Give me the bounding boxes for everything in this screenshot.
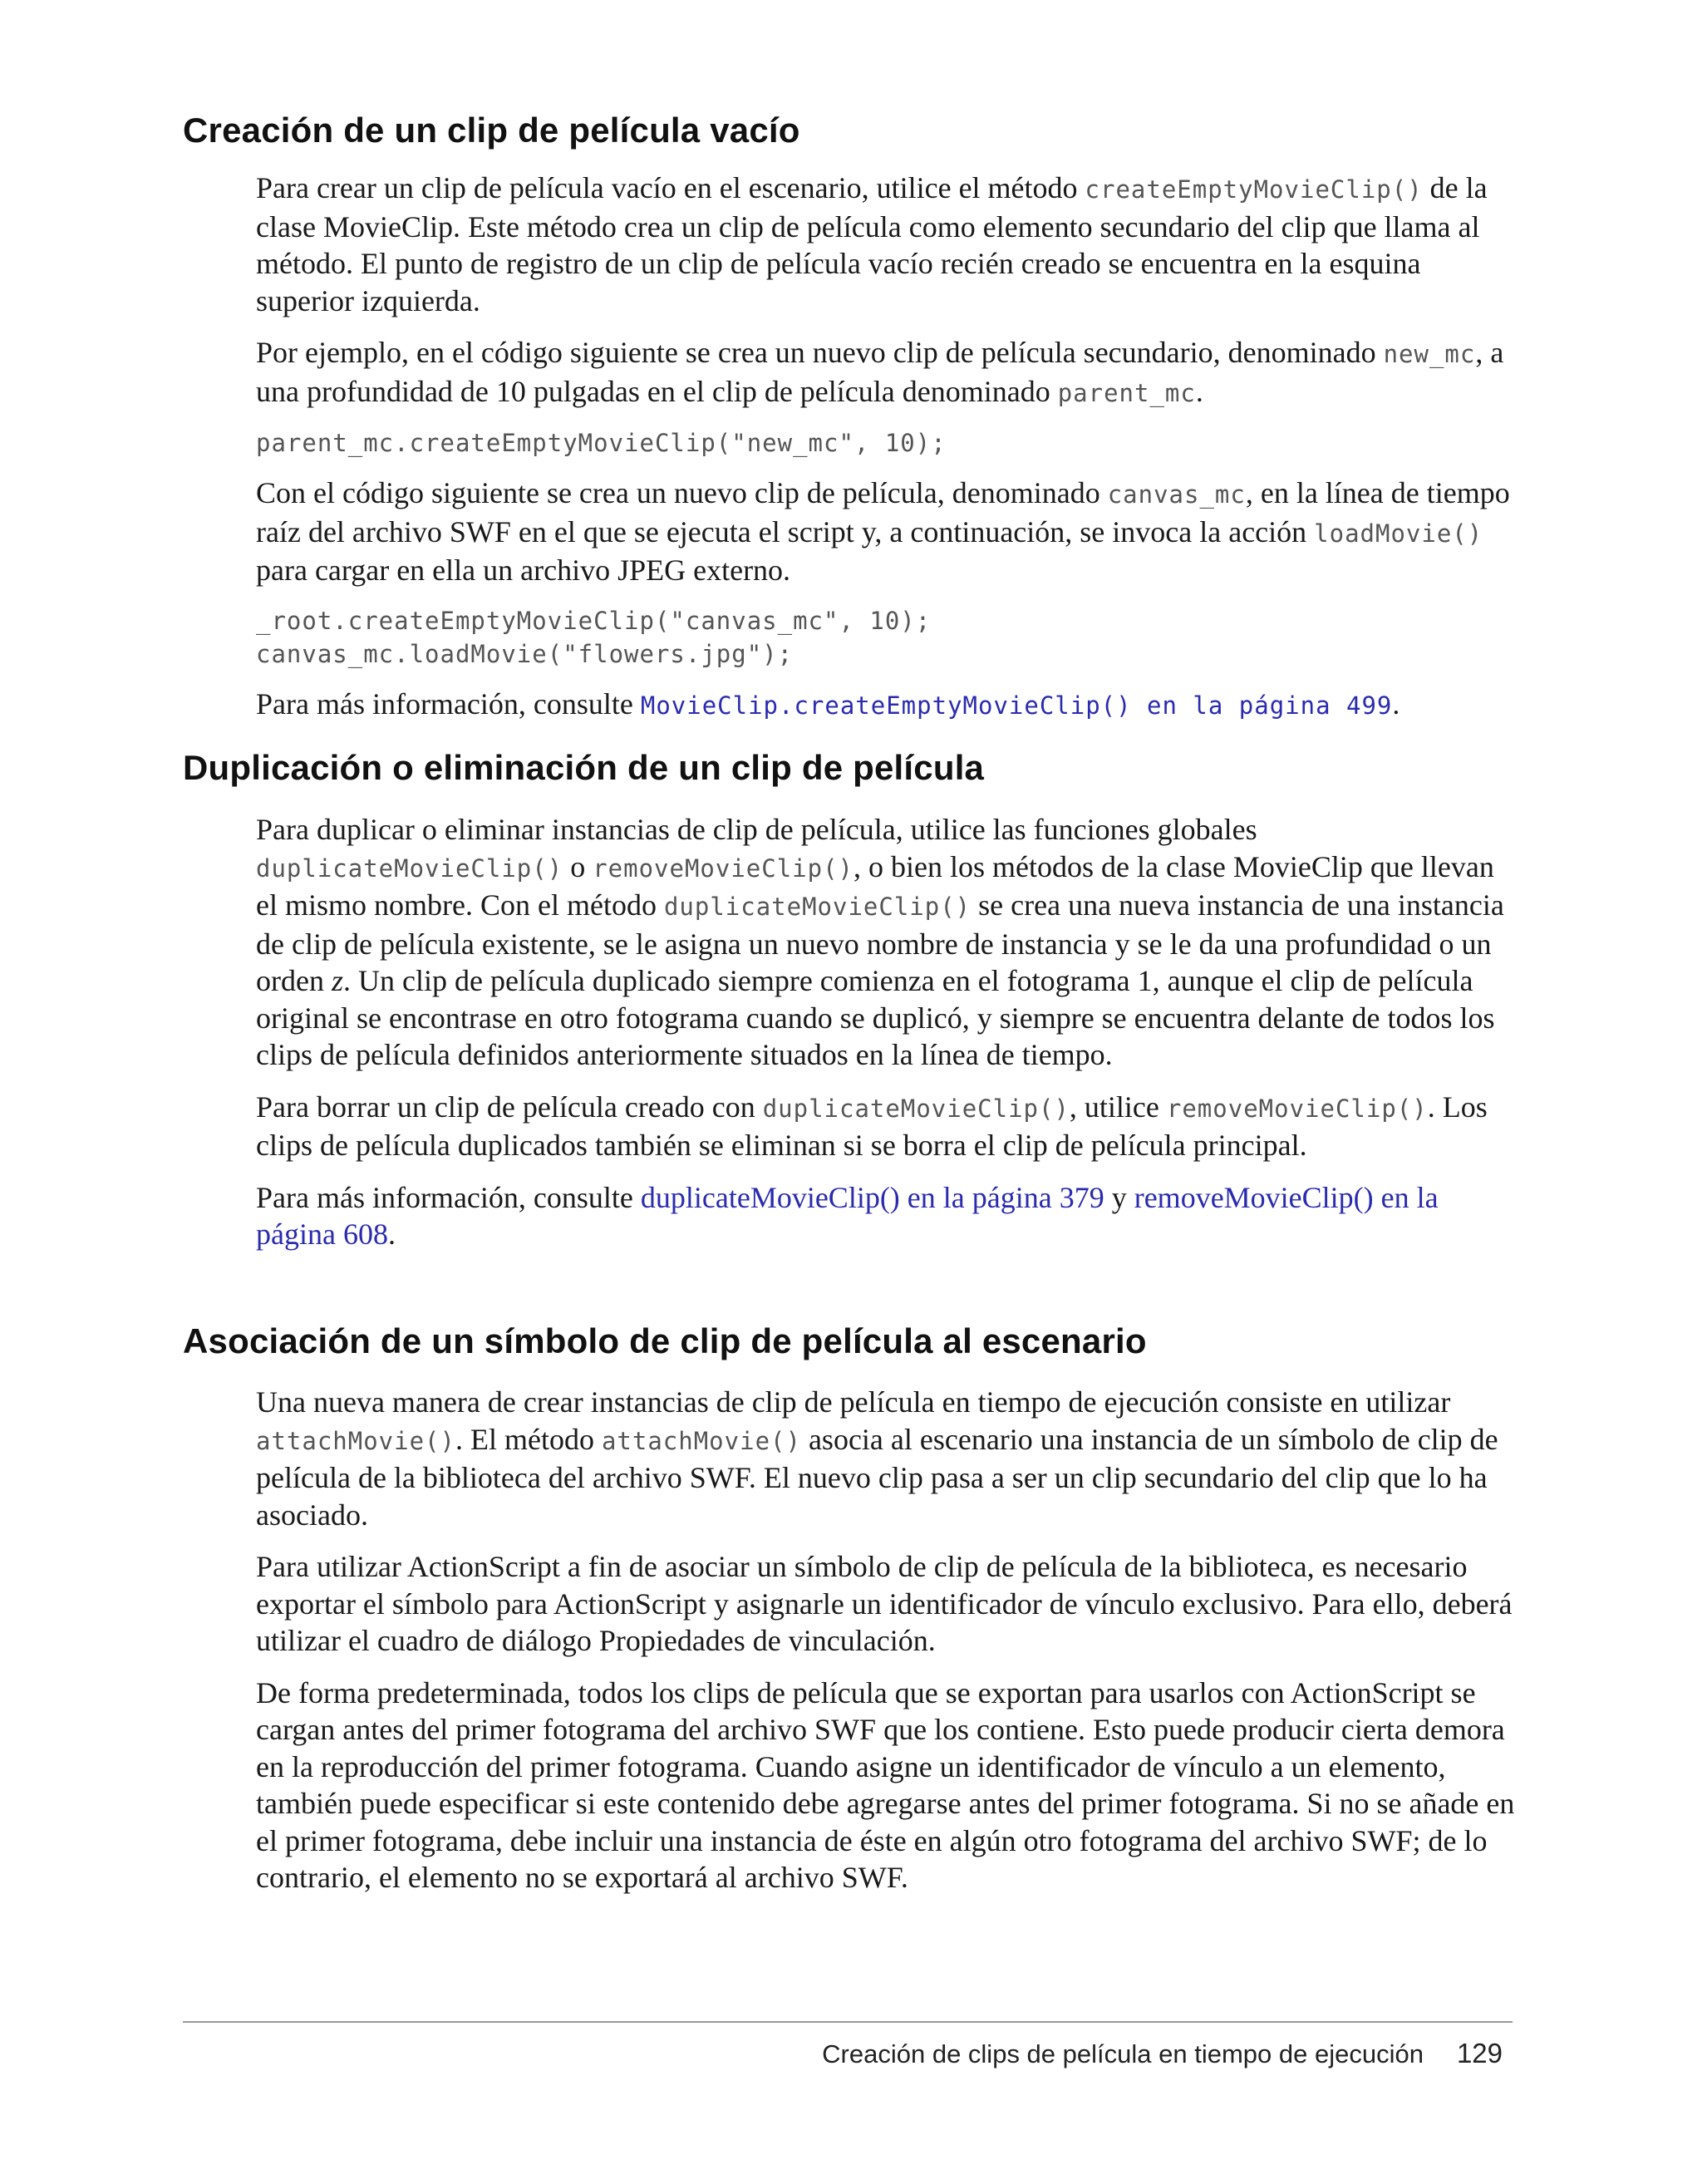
paragraph: De forma predeterminada, todos los clips de película que se exportan para usarlos con ActionScript se cargan antes del primer fotograma del archivo SWF que los contiene. Esto puede producir cierta demora en la reproducción del primer fotograma. Cuando asigne un identificador de vínculo a un elemento, también puede especificar si este contenido debe agregarse antes del primer fotograma. Si no se añade en el primer fotograma, debe incluir una instancia de éste en algún otro fotograma del archivo SWF; de lo contrario, el elemento no se exportará al archivo SWF. — [256, 1675, 1515, 1894]
section-heading-create-empty-clip: Creación de un clip de película vacío — [183, 111, 800, 150]
text-run: . — [1392, 686, 1400, 721]
italic-text: z — [331, 964, 343, 997]
paragraph — [256, 170, 1515, 319]
link-code-text: MovieClip.createEmptyMovieClip() en la página 499 — [640, 691, 1393, 720]
text-run: . — [387, 1217, 396, 1251]
text-run: Para más información, consulte — [256, 686, 641, 721]
text-run: Para duplicar o eliminar instancias de clip de película, utilice las funciones globales — [256, 813, 1257, 846]
section-heading-duplicate-remove-clip: Duplicación o eliminación de un clip de película — [183, 748, 985, 787]
text-run: Con el código siguiente se crea un nuevo clip de película, denominado — [256, 476, 1108, 509]
text-run: , utilice — [1069, 1090, 1167, 1124]
text-run: , en la línea de tiempo raíz del archivo SWF en el que se ejecuta el script y, a continuación, se invoca la acción — [256, 476, 1510, 548]
page-number: 129 — [1456, 2038, 1503, 2068]
section-heading-attach-symbol: Asociación de un símbolo de clip de película al escenario — [183, 1321, 1147, 1360]
code-block: _root.createEmptyMovieClip("canvas_mc", 10); canvas_mc.loadMovie("flowers.jpg"); — [256, 606, 932, 668]
paragraph — [256, 1089, 1515, 1164]
page-footer — [822, 2038, 1503, 2069]
text-run: o — [563, 849, 593, 883]
cross-reference-link[interactable] — [641, 687, 1393, 721]
cross-reference-link[interactable]: removeMovieClip() en la página 608 — [256, 1180, 1439, 1251]
paragraph: Para utilizar ActionScript a fin de asociar un símbolo de clip de película de la biblioteca, es necesario exportar el símbolo para ActionScript y asignarle un identificador de vínculo exclusivo. Para ello, deberá utilizar el cuadro de diálogo Propiedades de vinculación. — [256, 1550, 1513, 1657]
text-run: asocia al escenario una instancia de un símbolo de clip de película de la biblioteca del archivo SWF. El nuevo clip pasa a ser un clip secundario del clip que lo ha asociado. — [256, 1422, 1498, 1532]
paragraph — [256, 811, 1515, 1074]
section-body-duplicate-remove-clip — [256, 811, 1515, 1268]
text-run: , a una profundidad de 10 pulgadas en el clip de película denominado — [256, 336, 1504, 408]
paragraph — [256, 1179, 1515, 1253]
text-run: . El método — [455, 1422, 602, 1456]
paragraph — [256, 1384, 1515, 1533]
inline-code: removeMovieClip() — [593, 853, 854, 883]
text-run: . — [1195, 374, 1203, 408]
text-run: Para crear un clip de película vacío en el escenario, utilice el método — [256, 171, 1085, 204]
code-block: parent_mc.createEmptyMovieClip("new_mc", 10); — [256, 429, 947, 457]
inline-code: attachMovie() — [601, 1426, 801, 1455]
paragraph — [256, 686, 1515, 725]
inline-code: attachMovie() — [256, 1426, 455, 1455]
section-body-create-empty-clip — [256, 170, 1515, 739]
text-run: , o bien los métodos de la clase MovieClip que llevan el mismo nombre. Con el método — [256, 849, 1494, 922]
text-run: se crea una nueva instancia de una instancia de clip de película existente, se le asigna un nuevo nombre de instancia y se le da una profundidad o un orden — [256, 888, 1504, 997]
paragraph — [256, 334, 1515, 411]
section-body-attach-symbol — [256, 1384, 1515, 1911]
text-run: Por ejemplo, en el código siguiente se crea un nuevo clip de película secundario, denominado — [256, 336, 1384, 369]
footer-divider — [183, 2021, 1513, 2023]
text-run: para cargar en ella un archivo JPEG externo. — [256, 553, 791, 587]
inline-code: duplicateMovieClip() — [762, 1094, 1070, 1123]
text-run: de la clase MovieClip. Este método crea un clip de película como elemento secundario del clip que llama al método. El punto de registro de un clip de película vacío recién creado se encuentra en la esquina superior izquierda. — [256, 171, 1488, 317]
text-run: Para más información, consulte — [256, 1180, 641, 1214]
inline-code: canvas_mc — [1107, 480, 1246, 509]
inline-code: parent_mc — [1057, 378, 1196, 407]
inline-code: new_mc — [1383, 340, 1476, 368]
inline-code: loadMovie() — [1314, 519, 1483, 548]
text-run: Una nueva manera de crear instancias de clip de película en tiempo de ejecución consiste en utilizar — [256, 1385, 1451, 1419]
text-run: . Los clips de película duplicados también se eliminan si se borra el clip de película principal. — [256, 1090, 1488, 1162]
cross-reference-link[interactable]: duplicateMovieClip() en la página 379 — [640, 1180, 1104, 1214]
inline-code: createEmptyMovieClip() — [1085, 175, 1423, 204]
inline-code: duplicateMovieClip() — [256, 853, 563, 883]
footer-chapter-title: Creación de clips de película en tiempo de ejecución — [822, 2039, 1424, 2068]
text-run: . Un clip de película duplicado siempre comienza en el fotograma 1, aunque el clip de película original se encontrase en otro fotograma cuando se duplicó, y siempre se encuentra delante de todos los clips de película definidos anteriormente situados en la línea de tiempo. — [256, 964, 1495, 1071]
text-run: y — [1104, 1180, 1134, 1214]
paragraph — [256, 475, 1515, 589]
inline-code: duplicateMovieClip() — [663, 893, 972, 921]
inline-code: removeMovieClip() — [1166, 1094, 1428, 1123]
text-run: Para borrar un clip de película creado con — [256, 1090, 763, 1124]
